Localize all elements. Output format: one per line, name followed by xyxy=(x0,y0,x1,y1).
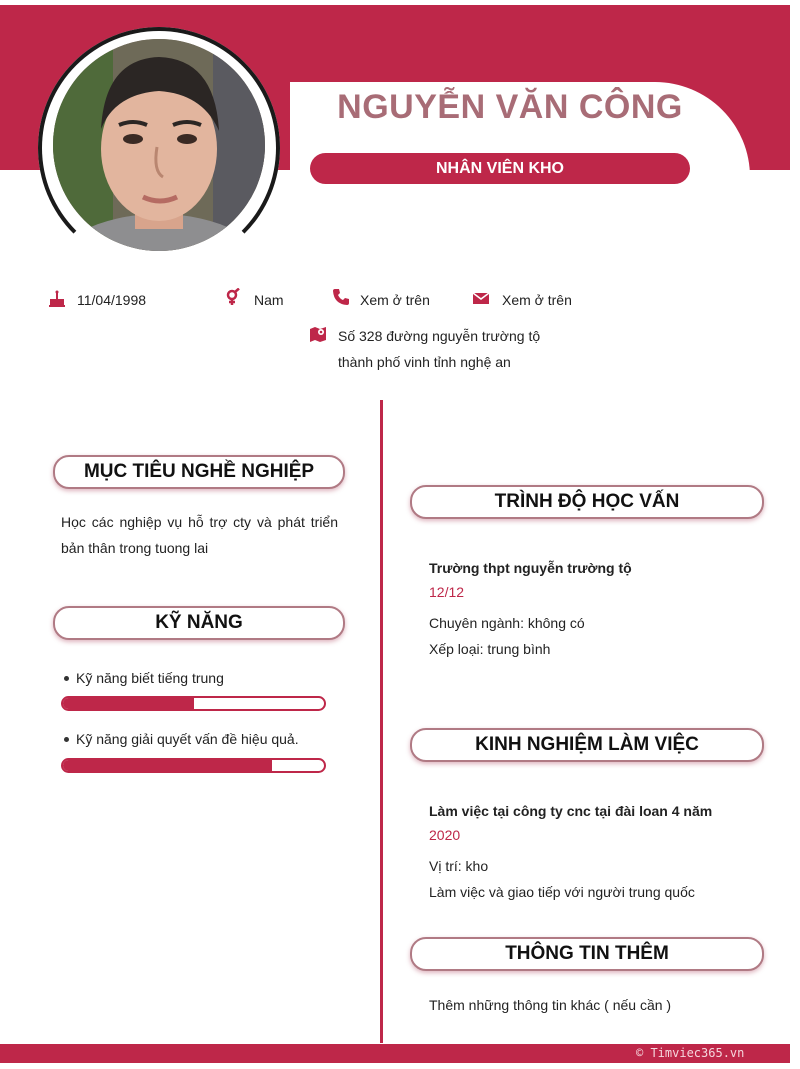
job-title-badge: NHÂN VIÊN KHO xyxy=(310,153,690,184)
birthday-cake-icon xyxy=(48,290,66,308)
envelope-icon xyxy=(472,289,490,307)
skill-1-progress-bar xyxy=(61,696,326,711)
education-school: Trường thpt nguyễn trường tộ xyxy=(429,560,632,576)
education-period: 12/12 xyxy=(429,584,465,600)
skill-2-progress-fill xyxy=(63,760,272,771)
objective-text-line-2: bản thân trong tuong lai xyxy=(61,540,209,556)
avatar xyxy=(53,39,265,251)
map-icon xyxy=(309,325,327,343)
experience-heading: KINH NGHIỆM LÀM VIỆC xyxy=(410,728,764,762)
address-line-2: thành phố vinh tỉnh nghệ an xyxy=(338,354,511,370)
email-value: Xem ở trên xyxy=(502,292,572,308)
avatar-photo xyxy=(53,39,265,251)
address-line-1: Số 328 đường nguyễn trường tộ xyxy=(338,328,541,344)
additional-info-text: Thêm những thông tin khác ( nếu cần ) xyxy=(429,997,672,1013)
bullet-icon xyxy=(64,676,69,681)
phone-value: Xem ở trên xyxy=(360,292,430,308)
objective-text-line-1: Học các nghiệp vụ hỗ trợ cty và phát triển xyxy=(61,514,338,530)
bullet-icon xyxy=(64,737,69,742)
education-major: Chuyên ngành: không có xyxy=(429,615,585,631)
experience-position: Vị trí: kho xyxy=(429,858,489,874)
experience-description: Làm việc và giao tiếp với người trung quốc xyxy=(429,884,695,900)
phone-icon xyxy=(332,288,350,306)
education-rank: Xếp loại: trung bình xyxy=(429,641,551,657)
gender-icon xyxy=(224,288,242,306)
candidate-name: NGUYỄN VĂN CÔNG xyxy=(337,88,683,126)
education-heading: TRÌNH ĐỘ HỌC VẤN xyxy=(410,485,764,519)
gender-value: Nam xyxy=(254,292,284,308)
skill-1-label: Kỹ năng biết tiếng trung xyxy=(76,670,224,686)
birthday-value: 11/04/1998 xyxy=(77,292,147,308)
additional-info-heading: THÔNG TIN THÊM xyxy=(410,937,764,971)
skill-1-progress-fill xyxy=(63,698,194,709)
experience-company: Làm việc tại công ty cnc tại đài loan 4 năm xyxy=(429,803,713,819)
experience-year: 2020 xyxy=(429,827,461,843)
skills-heading: KỸ NĂNG xyxy=(53,606,345,640)
objective-heading: MỤC TIÊU NGHỀ NGHIỆP xyxy=(53,455,345,489)
skill-2-progress-bar xyxy=(61,758,326,773)
column-divider xyxy=(380,400,383,1043)
watermark-credit: © Timviec365.vn xyxy=(636,1046,745,1060)
skill-2-label: Kỹ năng giải quyết vấn đề hiệu quả. xyxy=(76,731,299,747)
